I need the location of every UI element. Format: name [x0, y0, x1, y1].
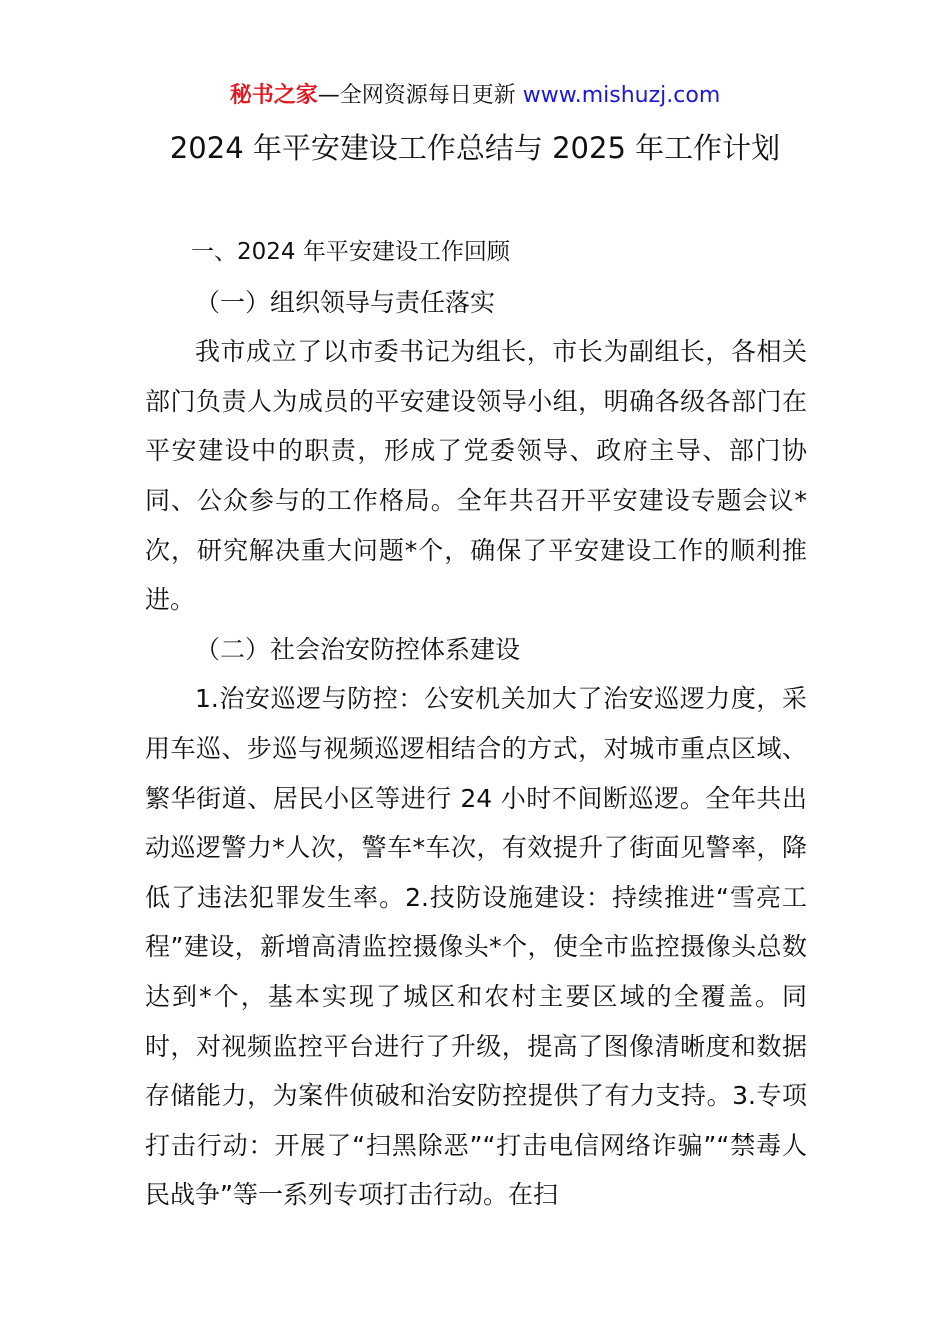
document-body	[145, 228, 807, 1220]
body-paragraph: 我市成立了以市委书记为组长，市长为副组长，各相关部门负责人为成员的平安建设领导小组，明确各级各部门在平安建设中的职责，形成了党委领导、政府主导、部门协同、公众参与的工作格局。全年共召开平安建设专题会议*次，研究解决重大问题*个，确保了平安建设工作的顺利推进。	[145, 337, 807, 615]
body-paragraph: 1.治安巡逻与防控：公安机关加大了治安巡逻力度，采用车巡、步巡与视频巡逻相结合的方式，对城市重点区域、繁华街道、居民小区等进行 24 小时不间断巡逻。全年共出动巡逻警力*人次，警车*车次，有效提升了街面见警率，降低了违法犯罪发生率。2.技防设施建设：持续推进“雪亮工程”建设，新增高清监控摄像头*个，使全市监控摄像头总数达到*个，基本实现了城区和农村主要区域的全覆盖。同时，对视频监控平台进行了升级，提高了图像清晰度和数据存储能力，为案件侦破和治安防控提供了有力支持。3.专项打击行动：开展了“扫黑除恶”“打击电信网络诈骗”“禁毒人民战争”等一系列专项打击行动。在扫	[145, 684, 807, 1210]
brand-name: 秘书之家	[229, 83, 318, 108]
subsection-heading: （二）社会治安防控体系建设	[195, 634, 521, 664]
document-title: 2024 年平安建设工作总结与 2025 年工作计划	[169, 131, 781, 165]
site-url-link[interactable]: www.mishuzj.com	[522, 83, 721, 108]
site-header	[0, 80, 950, 112]
section-heading: 一、2024 年平安建设工作回顾	[191, 239, 510, 265]
header-tagline: —全网资源每日更新	[317, 83, 523, 108]
subsection-heading: （一）组织领导与责任落实	[195, 287, 496, 317]
